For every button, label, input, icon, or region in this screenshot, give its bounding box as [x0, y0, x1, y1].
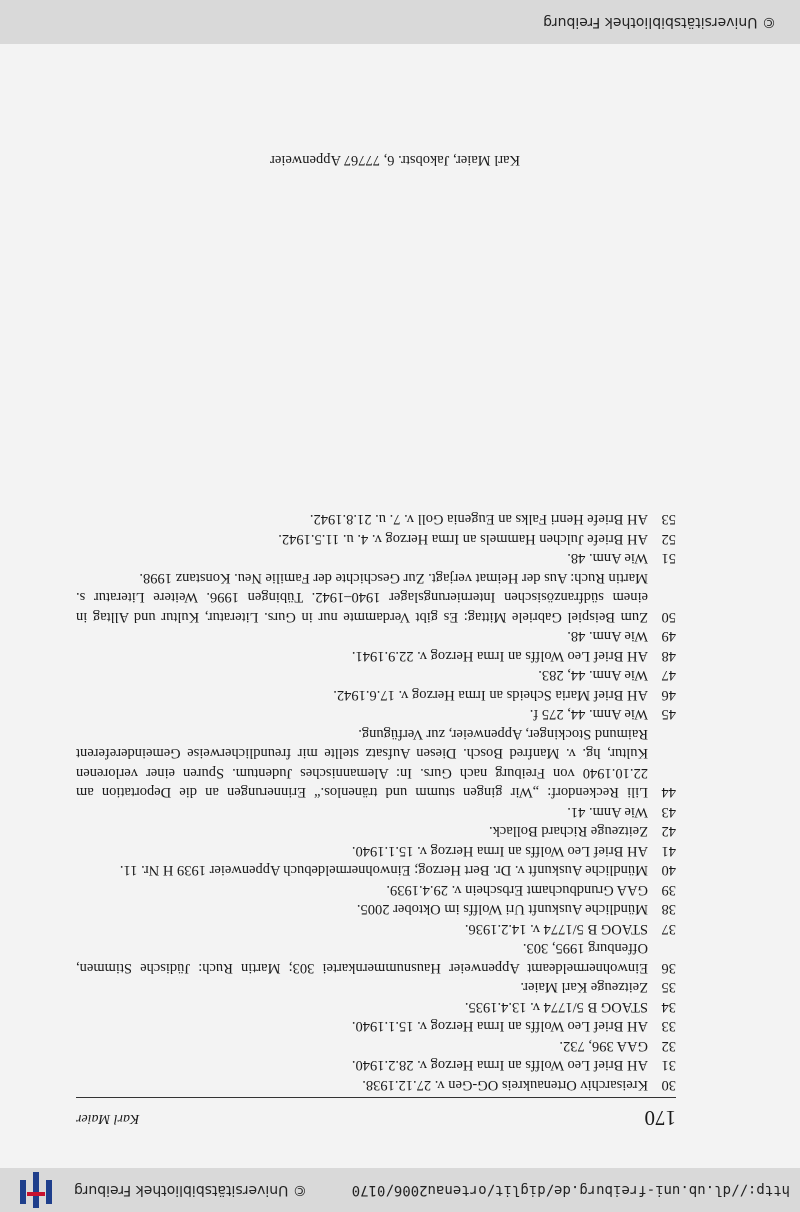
endnote-item [76, 646, 676, 666]
endnote-item [76, 1036, 676, 1056]
endnote-text: Kreisarchiv Ortenaukreis OG-Gen v. 27.12.1938. [362, 1077, 648, 1093]
endnote-item [76, 724, 676, 802]
endnote-text: AH Briefe Henri Falks an Eugenia Goll v. 7. u. 21.8.1942. [309, 511, 648, 528]
endnote-number: 33 [661, 1018, 676, 1035]
endnote-text: Zeitzeuge Karl Maier. [520, 979, 648, 996]
endnote-item [76, 685, 676, 705]
endnote-item [76, 665, 676, 685]
endnote-text: AH Brief Leo Wolffs an Irma Herzog v. 15.1.1940. [351, 843, 648, 859]
endnote-item [76, 1016, 676, 1036]
endnote-item [76, 860, 676, 880]
endnote-text: Einwohnermeldeamt Appenweier Hausnummernkartei 303; Martin Ruch: Jüdische Stimmen, Offenburg 1995, 303. [76, 940, 648, 976]
endnote-number: 38 [661, 901, 676, 918]
endnote-item [76, 977, 676, 997]
endnote-number: 30 [661, 1077, 676, 1093]
endnote-item [76, 529, 676, 549]
endnote-text: AH Brief Leo Wolffs an Irma Herzog v. 22.9.1941. [351, 648, 648, 664]
endnote-text: Wie Anm. 48. [567, 628, 648, 645]
endnote-number: 51 [661, 550, 676, 567]
endnote-item [76, 1075, 676, 1095]
copyright-credit: © Universitätsbibliothek Freiburg [74, 1182, 307, 1198]
endnote-number: 37 [661, 921, 676, 937]
endnote-item [76, 899, 676, 919]
endnote-text: AH Briefe Julchen Hammels an Irma Herzog v. 4. u. 11.5.1942. [278, 531, 648, 547]
author-address: Karl Maier, Jakobstr. 6, 77767 Appenweier [270, 152, 520, 168]
endnote-item [76, 1055, 676, 1075]
endnote-number: 49 [661, 628, 676, 645]
endnote-item [76, 626, 676, 646]
endnote-text: AH Brief Maria Scheids an Irma Herzog v. 17.6.1942. [333, 687, 648, 703]
library-logo-icon [16, 1170, 56, 1210]
endnote-text: GAA Grundbuchamt Erbschein v. 29.4.1939. [386, 882, 648, 898]
endnote-number: 47 [661, 667, 676, 684]
endnote-number: 53 [661, 511, 676, 528]
endnote-text: STAOG B 5/1774 v. 14.2.1936. [464, 921, 648, 937]
endnote-number: 36 [661, 960, 676, 976]
endnote-number: 42 [661, 823, 676, 840]
endnote-text: Wie Anm. 48. [567, 550, 648, 567]
endnote-text: Zeitzeuge Richard Bollack. [488, 823, 648, 840]
endnote-text: STAOG B 5/1774 v. 13.4.1935. [464, 999, 648, 1015]
endnote-number: 48 [661, 648, 676, 664]
endnote-number: 52 [661, 531, 676, 547]
endnote-text: Zum Beispiel Gabriele Mittag: Es gibt Verdammte nur in Gurs. Literatur, Kultur und Alltag in einem südfranzösischen Internierungslager 1940–1942. Tübingen 1996. Weitere Literatur s. Martin Ruch: Aus der Heimat verjagt. Zur Geschichte der Familie Neu. Konstanz 1998. [76, 570, 648, 625]
endnote-item [76, 880, 676, 900]
endnote-item [76, 704, 676, 724]
endnote-item [76, 841, 676, 861]
endnote-number: 44 [661, 784, 676, 801]
endnote-item [76, 919, 676, 939]
endnote-item [76, 509, 676, 529]
endnote-number: 43 [661, 804, 676, 820]
endnote-number: 46 [661, 687, 676, 703]
endnote-number: 35 [661, 979, 676, 996]
endnote-number: 50 [661, 609, 676, 625]
page-url[interactable]: http://dl.ub.uni-freiburg.de/diglit/ortenau2006/0170 [351, 1182, 790, 1198]
copyright-credit-bottom: © Universitätsbibliothek Freiburg [543, 14, 776, 30]
endnote-text: Mündliche Auskunft v. Dr. Bert Herzog; Einwohnermeldebuch Appenweier 1939 H Nr. 11. [119, 862, 648, 879]
endnote-item [76, 548, 676, 568]
endnotes-list [76, 509, 676, 1094]
endnote-number: 34 [661, 999, 676, 1015]
page-number: 170 [644, 1106, 676, 1130]
endnote-item [76, 997, 676, 1017]
endnote-item [76, 802, 676, 822]
endnote-text: Lili Reckendorf: „Wir gingen stumm und tränenlos.“ Erinnerungen an die Deportation am 22.10.1940 von Freiburg nach Gurs. In: Alemannisches Judentum. Spuren einer verlorenen Kultur, hg. v. Manfred Bosch. Diesen Aufsatz stellte mir freundlicherweise Gemeindereferent Raimund Stockinger, Appenweier, zur Verfügung. [76, 726, 648, 801]
running-head: Karl Maier [76, 1111, 140, 1126]
endnote-text: Wie Anm. 44, 283. [538, 667, 648, 684]
endnote-text: AH Brief Leo Wolffs an Irma Herzog v. 15.1.1940. [351, 1018, 648, 1035]
endnote-text: AH Brief Leo Wolffs an Irma Herzog v. 28.2.1940. [351, 1057, 648, 1074]
endnote-number: 40 [661, 862, 676, 879]
endnote-text: Mündliche Auskunft Uri Wolffs im Oktober 2005. [356, 901, 648, 918]
endnote-text: GAA 396, 732. [559, 1038, 648, 1054]
endnote-number: 45 [661, 706, 676, 723]
endnote-number: 41 [661, 843, 676, 859]
endnote-item [76, 568, 676, 627]
endnote-number: 32 [661, 1038, 676, 1054]
endnote-item [76, 821, 676, 841]
page-header [76, 1097, 676, 1130]
viewer-bottom-bar [0, 0, 800, 44]
viewer-top-bar [0, 1168, 800, 1212]
endnote-number: 31 [661, 1057, 676, 1074]
endnote-text: Wie Anm. 44, 275 f. [529, 706, 648, 723]
endnote-number: 39 [661, 882, 676, 898]
endnote-text: Wie Anm. 41. [567, 804, 648, 820]
endnote-item [76, 938, 676, 977]
